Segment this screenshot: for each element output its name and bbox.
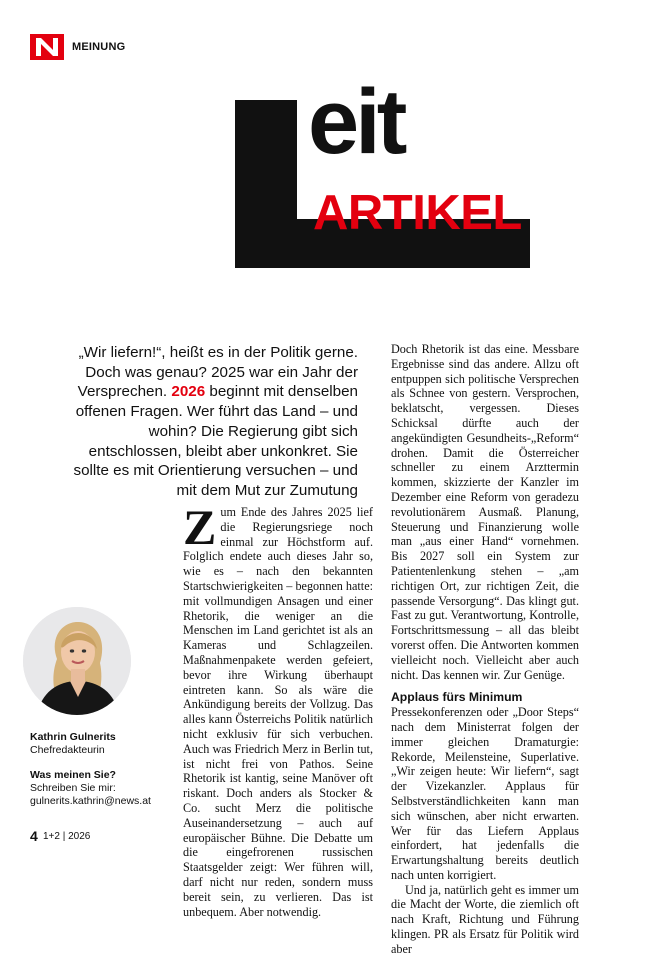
- article-paragraph-3: Pressekonferenzen oder „Door Steps“ nach dem Ministerrat folgen der immer gleichen Dramaturgie: Rekorde, Meilensteine, Superlative. „Wir zeigen heute: Wir liefern“, sagt der Vizekanzler. Applaus für Selbstverständlichkeiten kann man sich wünschen, aber nicht erwarten. Wer für das Liefern Applaus einfordert, hat jedenfalls die Erwartungshaltung bereits deutlich nach unten korrigiert.: [391, 705, 579, 882]
- author-avatar: [23, 607, 131, 715]
- title-eit: eit: [308, 71, 404, 173]
- lead-highlight-year: 2026: [171, 383, 206, 401]
- author-name: Kathrin Gulnerits: [30, 731, 116, 743]
- lead-text-before: „Wir liefern!“, heißt es in der Politik gerne. Doch was genau? 2025 war ein Jahr der Versprechen.: [77, 344, 358, 401]
- title-artikel: ARTIKEL: [313, 186, 522, 240]
- article-paragraph-2: Doch Rhetorik ist das eine. Messbare Ergebnisse sind das andere. Allzu oft entpuppen sich politische Versprechen als Schnee von gestern. Versprochen, beklatscht, vergessen. Dieses Schicksal dürfte auch der angekündigten Gesundheits-„Reform“ drohen. Damit die Österreicher schneller zu einem Arzttermin kommen, skizzierte der Kanzler im Dezember eine Reform von geradezu revolutionärem Ausmaß. Planung, Steuerung und Finanzierung wolle man „aus einer Hand“ vornehmen. Bis 2027 soll ein System zur Patientenlenkung stehen – „am richtigen Ort, zur richtigen Zeit, die passende Versorgung“. Das klingt gut. Fast zu gut. Verantwortung, Kontrolle, Fortschrittsmessung – all das bleibt vorerst offen. Die Antworten kommen vielleicht noch. Vielleicht aber auch nicht. Das kennen wir. Zur Genüge.: [391, 342, 579, 682]
- article-column-right: [391, 342, 579, 957]
- section-label: MEINUNG: [72, 41, 126, 53]
- lead-paragraph: [72, 343, 358, 501]
- article-subhead: Applaus fürs Minimum: [391, 690, 523, 705]
- article-paragraph-4: Und ja, natürlich geht es immer um die Macht der Worte, die ziemlich oft nach Kraft, Richtung und Führung klingen. PR als Ersatz für Politik wird aber: [391, 882, 579, 956]
- feedback-title: Was meinen Sie?: [30, 769, 116, 781]
- article-paragraph-1-text: um Ende des Jahres 2025 lief die Regierungsriege noch einmal zur Höchstform auf. Folglich endete auch dieses Jahr so, wie es – nach den bekannten Startschwierigkeiten – begonnen hatte: mit vollmundigen Ansagen und einer Rhetorik, die weniger an die Menschen im Land gerichtet ist als an Kameras und Schlagzeilen. Maßnahmenpakete werden gefeiert, bevor ihre Wirkung überhaupt eintreten kann. So als wäre die Ankündigung bereits der Vollzug. Das alles kann Österreichs Politik natürlich nicht exklusiv für sich verbuchen. Auch was Friedrich Merz in Berlin tut, ist nicht frei von Pathos. Seine Rhetorik ist kantig, seine Manöver oft riskant. Doch anders als Stocker & Co. sucht Merz die politische Auseinandersetzung – auch auf europäischer Bühne. Die Debatte um die eingefrorenen russischen Staatsgelder zeigt: Wer führen will, darf nicht nur reden, sondern muss bereit sein, zu verlieren. Das ist unbequem. Aber notwendig.: [183, 505, 373, 919]
- article-column-middle: [183, 499, 373, 919]
- issue-label: 1+2 | 2026: [43, 831, 91, 842]
- article-paragraph-1: [183, 499, 373, 919]
- feedback-prompt: Schreiben Sie mir:: [30, 782, 116, 794]
- author-portrait-graphic: [23, 607, 131, 715]
- drop-cap: Z: [183, 499, 217, 555]
- page-number: 4: [30, 828, 38, 844]
- news-logo-icon: [30, 34, 64, 60]
- lead-text-after: beginnt mit denselben offenen Fragen. Wer führt das Land – und wohin? Die Regierung gibt sich entschlossen, bleibt aber unkonkret. Sie sollte es mit Orientierung versuchen – und mit dem Mut zur Zumutung: [73, 383, 358, 499]
- author-email-link[interactable]: gulnerits.kathrin@news.at: [30, 795, 151, 807]
- author-role: Chefredakteurin: [30, 744, 105, 756]
